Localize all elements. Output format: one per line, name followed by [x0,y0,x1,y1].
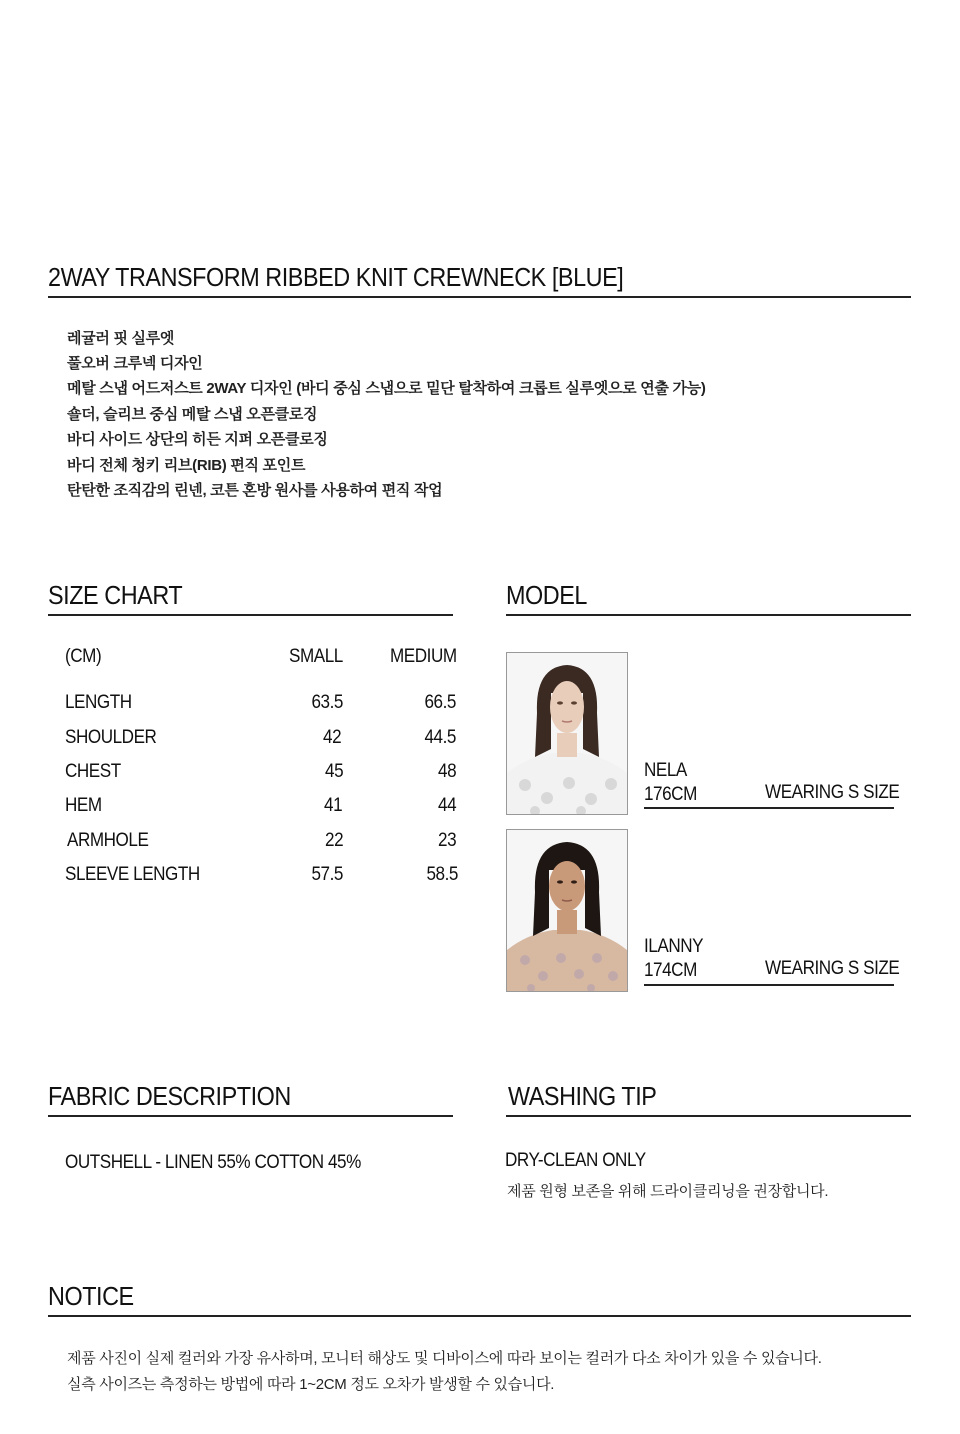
medium-value: 44.5 [424,727,456,748]
row-label: CHEST [65,761,121,782]
size-chart-title: SIZE CHART [48,580,183,610]
small-value: 41 [323,795,342,816]
small-value: 22 [324,830,343,851]
unit-label: (CM) [65,646,102,667]
model-divider-line [644,807,894,809]
description-line: 바디 사이드 상단의 히든 지퍼 오픈클로징 [67,431,328,448]
model-divider-line [644,984,894,986]
description-line: 메탈 스냅 어드저스트 2WAY 디자인 (바디 중심 스냅으로 밑단 탈착하여 크롭트 실루엣으로 연출 가능) [67,380,706,397]
small-value: 42 [322,727,341,748]
fabric-title: FABRIC DESCRIPTION [48,1081,291,1111]
row-label: SLEEVE LENGTH [65,864,200,885]
medium-value: 48 [437,761,456,782]
notice-line: 제품 사진이 실제 컬러와 가장 유사하며, 모니터 해상도 및 디바이스에 따라 보이는 컬러가 다소 차이가 있을 수 있습니다. [67,1350,822,1367]
model-photo-nela [506,652,628,815]
washing-divider [506,1115,911,1117]
notice-divider [48,1315,911,1317]
model-wearing-size: WEARING S SIZE [765,958,900,979]
fabric-composition: OUTSHELL - LINEN 55% COTTON 45% [65,1152,361,1173]
description-line: 풀오버 크루넥 디자인 [67,355,203,372]
title-divider [48,296,911,298]
product-title: 2WAY TRANSFORM RIBBED KNIT CREWNECK [BLUE] [48,262,624,292]
model-name: ILANNY [644,936,704,957]
row-label: LENGTH [65,692,132,713]
row-label: ARMHOLE [67,830,149,851]
description-line: 레귤러 핏 실루엣 [67,330,175,347]
model-wearing-size: WEARING S SIZE [765,782,900,803]
model-name: NELA [644,760,687,781]
row-label: HEM [65,795,102,816]
model-title: MODEL [506,580,587,610]
row-label: SHOULDER [65,727,157,748]
medium-value: 66.5 [424,692,456,713]
column-header-small: SMALL [289,646,343,667]
fabric-divider [48,1115,453,1117]
small-value: 45 [324,761,343,782]
size-chart-divider [48,614,453,616]
notice-line: 실측 사이즈는 측정하는 방법에 따라 1~2CM 정도 오차가 발생할 수 있습니다. [67,1376,555,1393]
small-value: 63.5 [311,692,343,713]
model-height: 174CM [644,960,697,981]
washing-note: 제품 원형 보존을 위해 드라이클리닝을 권장합니다. [507,1183,829,1200]
model-portrait-icon [507,830,627,991]
notice-title: NOTICE [48,1281,134,1311]
medium-value: 23 [437,830,456,851]
model-height: 176CM [644,784,697,805]
medium-value: 58.5 [426,864,458,885]
washing-title: WASHING TIP [508,1081,657,1111]
description-line: 탄탄한 조직감의 린넨, 코튼 혼방 원사를 사용하여 편직 작업 [67,482,443,499]
model-portrait-icon [507,653,627,814]
washing-instruction: DRY-CLEAN ONLY [505,1150,646,1171]
description-line: 숄더, 슬리브 중심 메탈 스냅 오픈클로징 [67,406,318,423]
medium-value: 44 [437,795,456,816]
model-divider [506,614,911,616]
small-value: 57.5 [311,864,343,885]
description-line: 바디 전체 청키 리브(RIB) 편직 포인트 [67,457,306,474]
model-photo-ilanny [506,829,628,992]
column-header-medium: MEDIUM [390,646,457,667]
